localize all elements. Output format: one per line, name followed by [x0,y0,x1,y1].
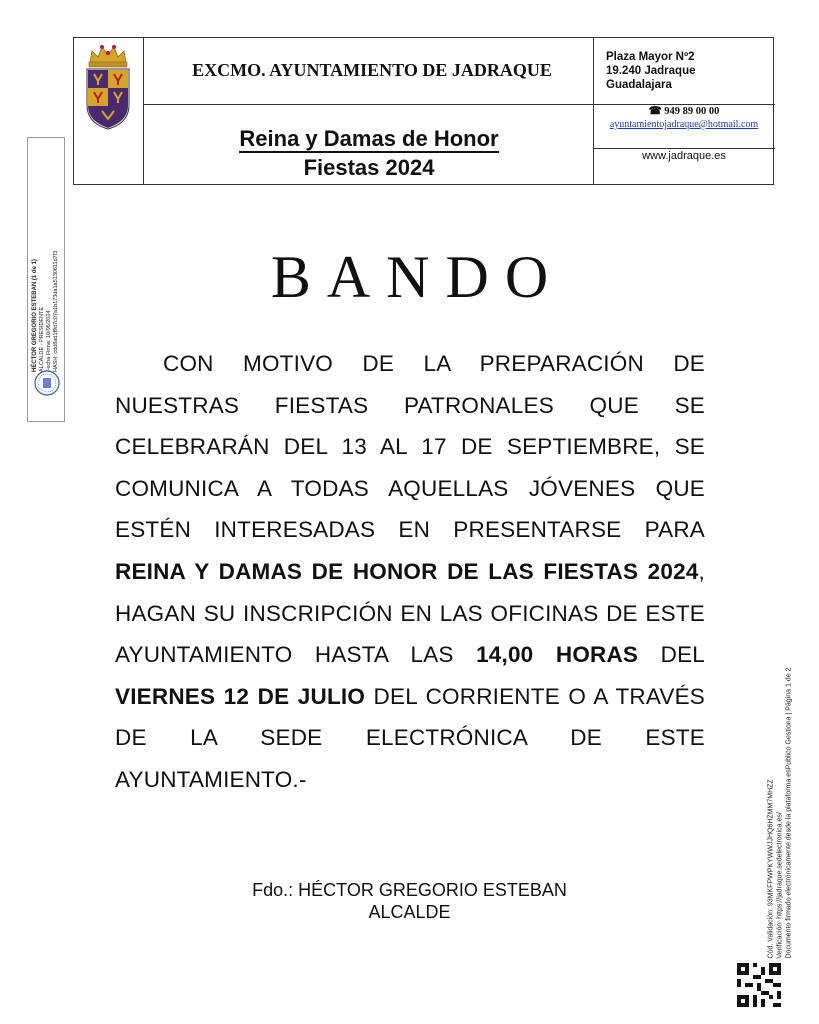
website-text: www.jadraque.es [642,150,726,162]
body-text: DEL [638,642,705,668]
signature-block [0,879,819,923]
phone-number: ☎ 949 89 00 00 [648,106,720,117]
highlighted-text: 14,00 HORAS [476,642,639,668]
divider [593,148,775,149]
divider [143,104,593,105]
address-line: 19.240 Jadraque [606,65,696,77]
body-text: CON MOTIVO DE LA PREPARACIÓN DE NUESTRAS FIESTAS PATRONALES QUE SE CELEBRARÁN DEL 13 AL 17 DE SEPTIEMBRE, SE COMUNICA A TODAS AQUELLAS JÓVENES QUE ESTÉN INTERESADAS EN PRESENTARSE PARA [115,351,705,543]
institution-name: EXCMO. AYUNTAMIENTO DE JADRAQUE [192,60,552,80]
signer-name: Fdo.: HÉCTOR GREGORIO ESTEBAN [252,880,567,900]
email-link[interactable]: ayuntamientojadraque@hotmail.com [609,119,759,130]
body-text: , HAGAN SU INSCRIPCIÓN EN LAS OFICINAS DE ESTE AYUNTAMIENTO HASTA LAS [115,558,705,668]
stamp-signer: HÉCTOR GREGORIO ESTEBAN (1 de 1) [32,259,38,372]
body-text: DEL CORRIENTE O A TRAVÉS DE LA SEDE ELECTRÓNICA DE ESTE AYUNTAMIENTO.- [115,683,705,792]
qr-code-icon [737,963,781,1007]
stamp-line: Fecha Firma: 10/06/2024 [46,310,52,372]
validation-footer [767,639,794,959]
document-title: BANDO [270,244,565,310]
highlighted-text: VIERNES 12 DE JULIO [115,683,366,709]
address [606,50,696,92]
announcement-paragraph [115,343,705,801]
stamp-line: ALCALDE - PRESIDENTE [39,306,45,372]
letterhead-table [73,37,774,185]
signer-title: ALCALDE [368,902,451,922]
stamp-line: HASH: cdd8ad1f9d7c07a1b173da1a5130611d7f3 [53,250,59,372]
subtitle-line: Fiestas 2024 [303,155,435,180]
coat-of-arms-icon [82,43,134,131]
validation-line: Cód. Validación: 93MKFPWPKYWWJJHQ6HZMM7MHZZ [767,779,775,959]
official-seal-icon [34,370,60,396]
document-subtitle [144,124,594,182]
address-line: Guadalajara [606,79,672,91]
validation-line: Verificación: https://jadraque.sedelectronica.es/ [776,812,784,959]
validation-line: Documento firmado electrónicamente desde la plataforma esPublico Gestiona | Página 1 de 2 [785,667,793,959]
announcement-body [115,343,705,801]
highlighted-text: REINA Y DAMAS DE HONOR DE LAS FIESTAS 2024 [115,558,699,584]
address-line: Plaza Mayor Nº2 [606,51,695,63]
subtitle-line: Reina y Damas de Honor [239,126,499,151]
